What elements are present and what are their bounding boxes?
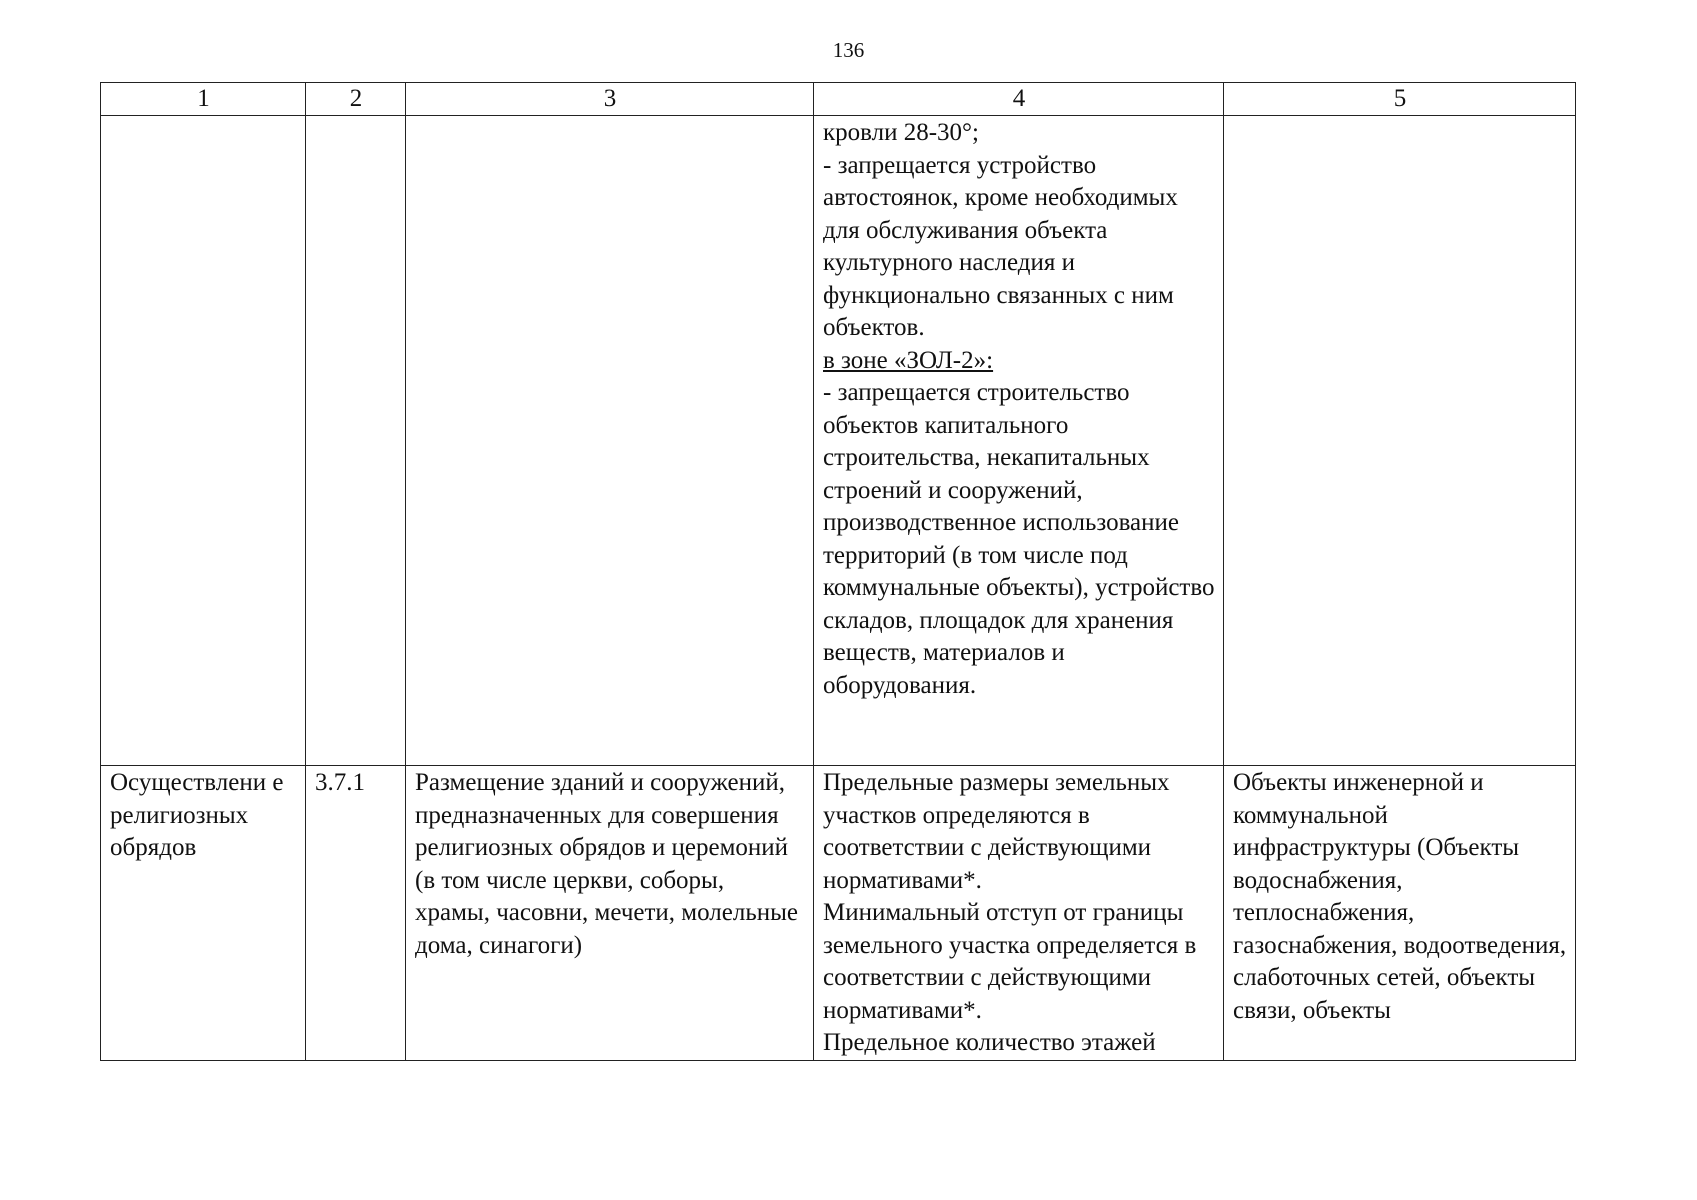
column-header-4: 4 xyxy=(814,83,1224,116)
cell-description xyxy=(406,766,814,1061)
column-header-5: 5 xyxy=(1224,83,1576,116)
table-row xyxy=(101,766,1576,1061)
column-header-2: 2 xyxy=(306,83,406,116)
regulations-table xyxy=(100,82,1576,1061)
column-header-1: 1 xyxy=(101,83,306,116)
cell-text: Предельные размеры земельных участков определяются в соответствии с действующими нормативами*. Минимальный отступ от границы земельного участка определяется в соответствии с действующими нормативами*. Предельное количество этажей xyxy=(823,769,1197,1056)
cell-text: Размещение зданий и сооружений, предназначенных для совершения религиозных обрядов и церемоний (в том числе церкви, соборы, храмы, часовни, мечети, молельные дома, синагоги) xyxy=(415,769,799,959)
cell-text: кровли 28-30°; - запрещается устройство автостоянок, кроме необходимых для обслуживания объекта культурного наследия и функционально связанных с ним объектов. xyxy=(823,119,1178,341)
cell-code xyxy=(306,766,406,1061)
cell-use-type xyxy=(101,116,306,766)
cell-code xyxy=(306,116,406,766)
cell-parameters xyxy=(814,116,1224,766)
cell-use-type xyxy=(101,766,306,1061)
cell-text: Осуществлени е религиозных обрядов xyxy=(110,769,284,861)
table-header-row xyxy=(101,83,1576,116)
cell-description xyxy=(406,116,814,766)
column-header-3: 3 xyxy=(406,83,814,116)
cell-auxiliary-uses xyxy=(1224,766,1576,1061)
cell-text: 3.7.1 xyxy=(315,769,365,796)
cell-parameters xyxy=(814,766,1224,1061)
zone-heading: в зоне «ЗОЛ-2»: xyxy=(823,346,994,374)
cell-text: - запрещается строительство объектов капитального строительства, некапитальных строений и сооружений, производственное использование территорий (в том числе под коммунальные объекты), устройство складов, площадок для хранения веществ, материалов и оборудования. xyxy=(823,379,1215,699)
cell-auxiliary-uses xyxy=(1224,116,1576,766)
table-row xyxy=(101,116,1576,766)
page-number: 136 xyxy=(832,38,865,62)
cell-text: Объекты инженерной и коммунальной инфраструктуры (Объекты водоснабжения, теплоснабжения, газоснабжения, водоотведения, слаботочных сетей, объекты связи, объекты xyxy=(1233,769,1567,1024)
